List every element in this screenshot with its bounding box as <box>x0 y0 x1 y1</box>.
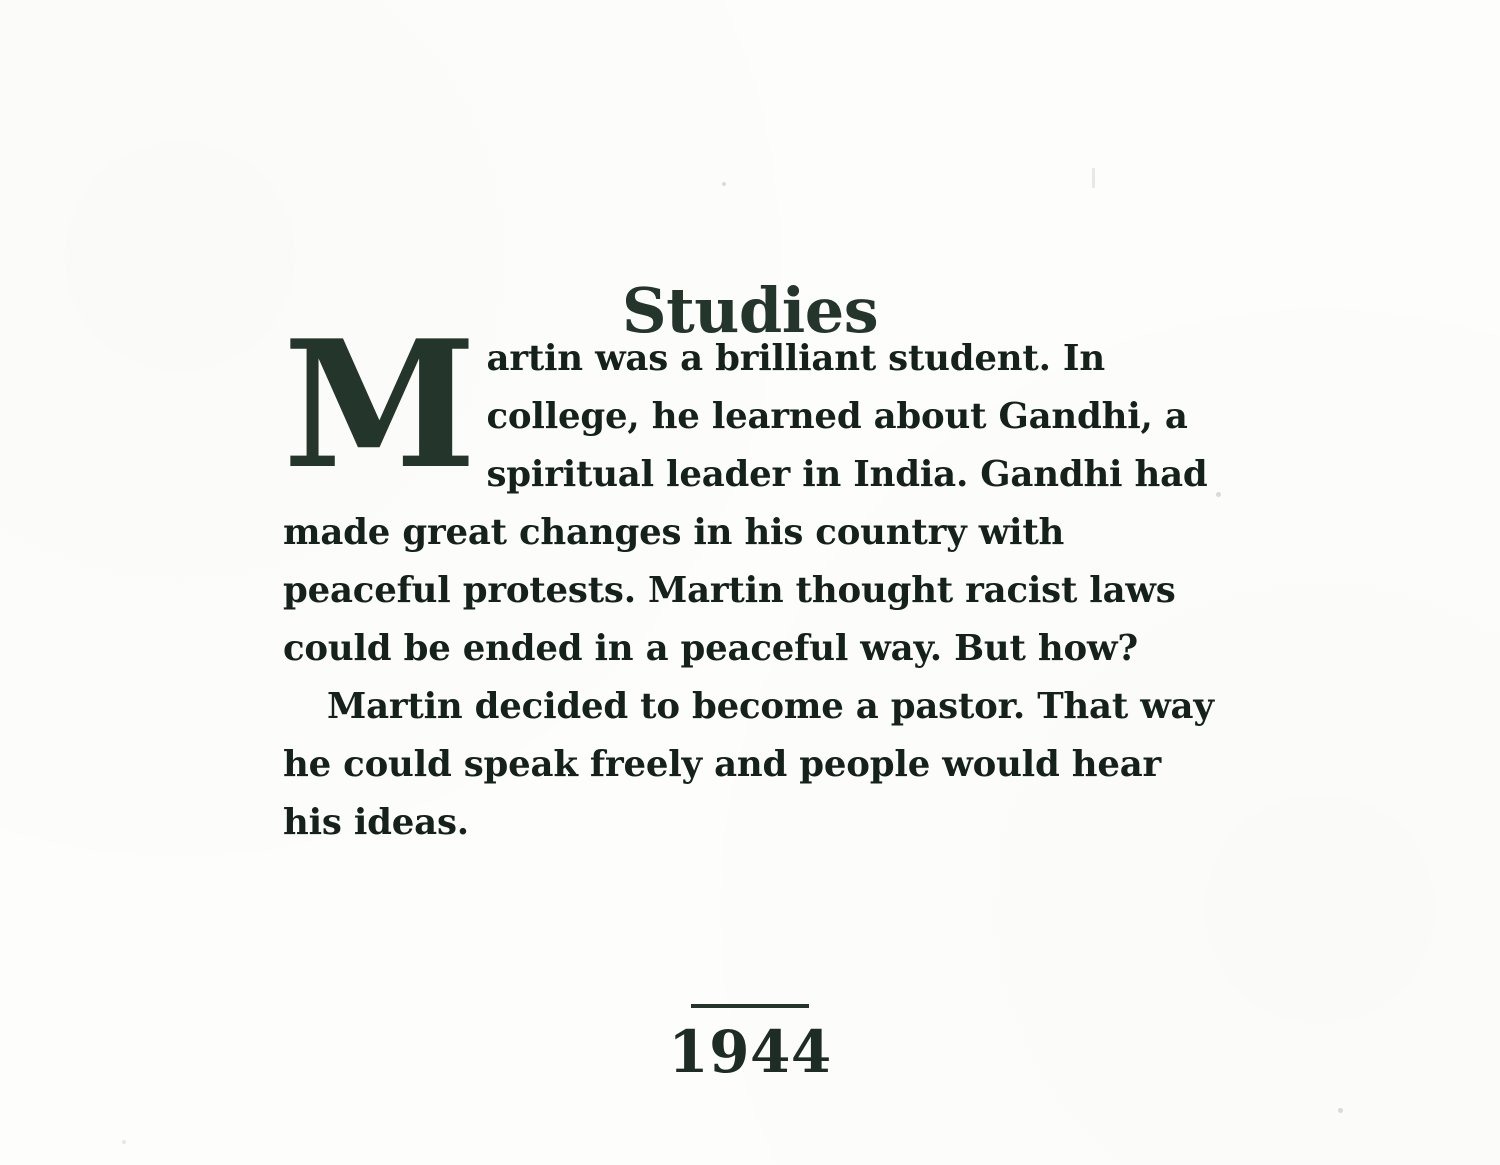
paragraph-first-text: artin was a brilliant student. In college, he learned about Gandhi, a spiritual leader in India. Gandhi had made great changes in his country with peaceful protests. Martin thought racist laws could be ended in a peaceful way. But how? <box>283 338 1208 669</box>
paper-speck <box>722 182 726 186</box>
paper-speck <box>1092 168 1095 188</box>
year-label: 1944 <box>668 1018 832 1086</box>
page-title: Studies <box>621 273 879 347</box>
paper-speck <box>1338 1108 1343 1113</box>
drop-cap: M <box>283 303 477 508</box>
footer-divider <box>691 1004 809 1008</box>
paragraph-second: Martin decided to become a pastor. That way he could speak freely and people would hear his ideas. <box>283 686 1214 843</box>
paper-speck <box>122 1140 126 1144</box>
